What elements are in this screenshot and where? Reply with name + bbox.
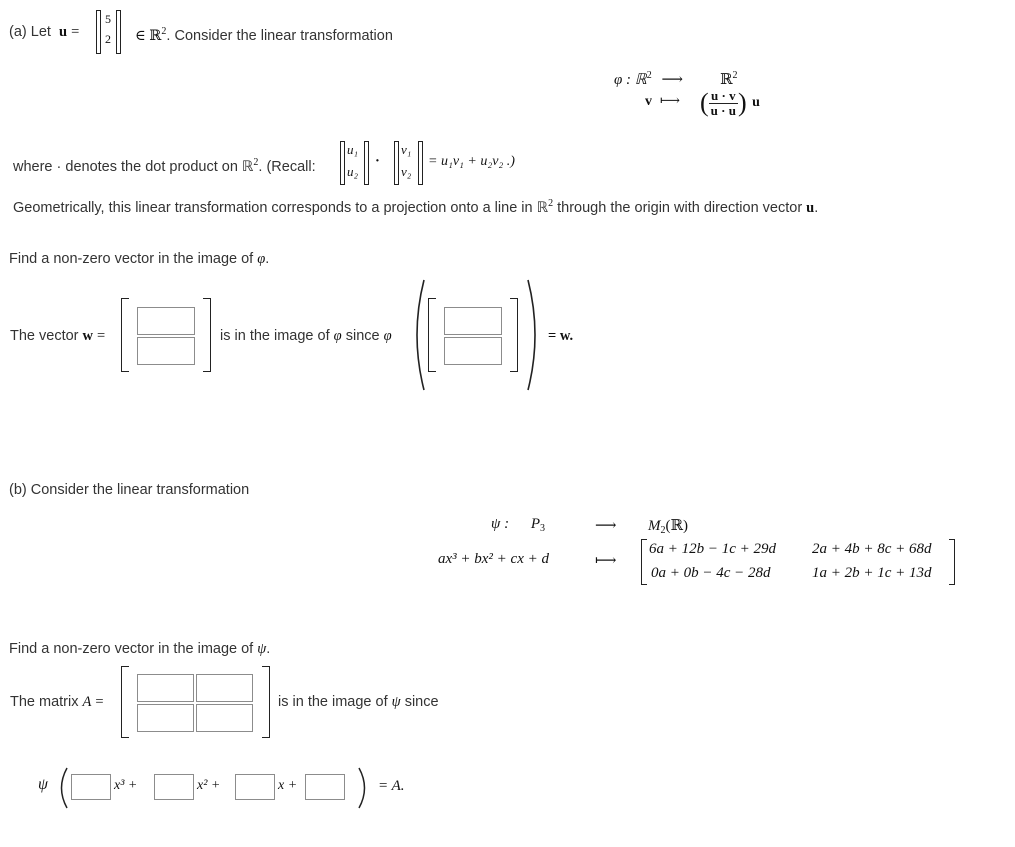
big-left-paren [410,278,426,392]
p3-label: P [530,516,540,532]
geometric-text [13,194,818,218]
poly-term-x: x + [278,778,298,793]
w-symbol: w [82,328,94,344]
phi-sup: 2 [646,70,652,81]
recall-dot: · [375,153,380,169]
recall-u2: u₂ [347,164,359,179]
psi-codomain [648,516,688,536]
a-entry-12-input[interactable] [196,674,253,702]
poly-left-paren [55,766,69,810]
find-text-b: Find a non-zero vector in the image of ψ. [9,641,271,657]
geom-text-1: Geometrically, this linear transformation corresponds to a projection onto a line in ℝ [13,200,549,216]
u-after: u [752,95,760,110]
psi-matrix-22: 1a + 2b + 1c + 13d [812,565,932,581]
image-since-b [278,692,439,712]
recall-u-left-bracket [340,141,345,185]
poly-coef-d-input[interactable] [305,774,345,800]
recall-u1: u₁ [347,142,359,157]
recall-u-right-bracket [364,141,369,185]
phi-sym-1: φ [333,328,342,344]
psi-poly: ax³ + bx² + cx + d [438,551,549,567]
a-left-bracket [121,666,129,738]
phi-map-domain [614,70,683,89]
u-vector-right-bracket [116,10,121,54]
m2-label: M [648,518,661,534]
psi-arrow: ⟶ [595,518,617,534]
poly-coef-b-input[interactable] [154,774,194,800]
w-right-bracket [203,298,211,372]
part-b-heading: (b) Consider the linear transformation [9,482,250,498]
big-right-paren [526,278,542,392]
mapsto-arrow: ⟼ [659,94,680,109]
psi-matrix-right-bracket [949,539,955,585]
a-right-bracket [262,666,270,738]
u-vector-left-bracket [96,10,101,54]
geom-u: u [806,200,815,216]
recall-v1: v₁ [401,142,412,157]
matrix-a-label [10,692,104,712]
psi-matrix-11: 6a + 12b − 1c + 29d [649,541,777,557]
psi-matrix-left-bracket [641,539,647,585]
poly-coef-c-input[interactable] [235,774,275,800]
since-b: since [404,694,439,710]
poly-coef-a-input[interactable] [71,774,111,800]
a-equals: = [95,694,104,710]
a-entry-11-input[interactable] [137,674,194,702]
phi-sym-2: φ [383,328,392,344]
m2-rest: (ℝ) [665,518,688,534]
equals-w: = w. [548,328,574,344]
p3-sub: 3 [539,523,545,534]
find-a-sym: φ [257,251,266,267]
in-r2: ∈ ℝ [135,28,162,44]
phi-fraction: ( $\frac{u \cdot v}{u \cdot u}$ ) u [700,87,760,118]
image-text-a: is in the image of [220,328,330,344]
recall-rhs: = u₁v₁ + u₂v₂ .) [428,154,515,169]
consider-text: . Consider the linear transformation [166,28,393,44]
frac-numerator: u · v [709,89,738,104]
where-text-line [13,153,316,177]
phi-arrow: ⟶ [661,72,683,88]
a-entry-21-input[interactable] [137,704,194,732]
poly-right-paren [357,766,371,810]
vector-label: The vector [10,328,79,344]
w-entry-1-input[interactable] [137,307,195,335]
find-text-a: Find a non-zero vector in the image of φ. [9,251,270,267]
geom-text-2: through the origin with direction vector [553,200,807,216]
geom-end: . [814,200,819,216]
u-symbol: u [58,24,68,40]
find-b-text: Find a non-zero vector in the image of [9,641,254,657]
codomain-sup: 2 [732,70,738,81]
psi-map-domain [491,516,545,534]
phi-arg-entry-1-input[interactable] [444,307,502,335]
m2-sub: 2 [660,525,666,536]
equals-sign: = [71,24,80,40]
part-a-consider [135,22,393,46]
phi-arg-entry-2-input[interactable] [444,337,502,365]
image-text-b: is in the image of [278,694,388,710]
part-a-intro [9,22,79,42]
where-sup: 2 [253,157,259,168]
phi-map-rule [645,92,680,110]
psi-matrix-12: 2a + 4b + 8c + 68d [812,541,932,557]
matrix-label: The matrix [10,694,79,710]
superscript-2: 2 [161,26,167,37]
recall-v-right-bracket [418,141,423,185]
psi-label: ψ : [491,516,510,532]
u-entry-1: 5 [105,12,111,26]
find-a-text: Find a non-zero vector in the image of [9,251,254,267]
recall-v2: v₂ [401,164,412,179]
frac-denominator: u · u [710,102,736,118]
let-prefix: (a) Let [9,24,51,40]
v-symbol: v [645,94,652,109]
image-since-a [220,326,392,346]
a-symbol: A [82,694,92,710]
psi-sym-2: ψ [38,776,48,793]
a-entry-22-input[interactable] [196,704,253,732]
vector-w-label [10,326,105,346]
recall-text: . (Recall: [258,159,316,175]
codomain: ℝ [720,72,733,88]
psi-matrix-21: 0a + 0b − 4c − 28d [651,565,771,581]
poly-term-x3: x³ + [114,778,138,793]
recall-v-left-bracket [394,141,399,185]
where-text: where · denotes the dot product on ℝ [13,159,254,175]
poly-term-x2: x² + [197,778,221,793]
find-b-sym: ψ [257,641,267,657]
phi-label: φ : ℝ [614,72,647,88]
w-equals: = [97,328,106,344]
phi-map-codomain [720,70,737,89]
equals-a: = A. [378,778,405,794]
geom-sup: 2 [548,198,554,209]
phi-arg-left-bracket [428,298,436,372]
psi-mapsto: ⟼ [595,553,617,569]
w-entry-2-input[interactable] [137,337,195,365]
psi-sym-1: ψ [391,694,401,710]
w-left-bracket [121,298,129,372]
phi-arg-right-bracket [510,298,518,372]
since-a: since [345,328,380,344]
u-entry-2: 2 [105,32,111,46]
